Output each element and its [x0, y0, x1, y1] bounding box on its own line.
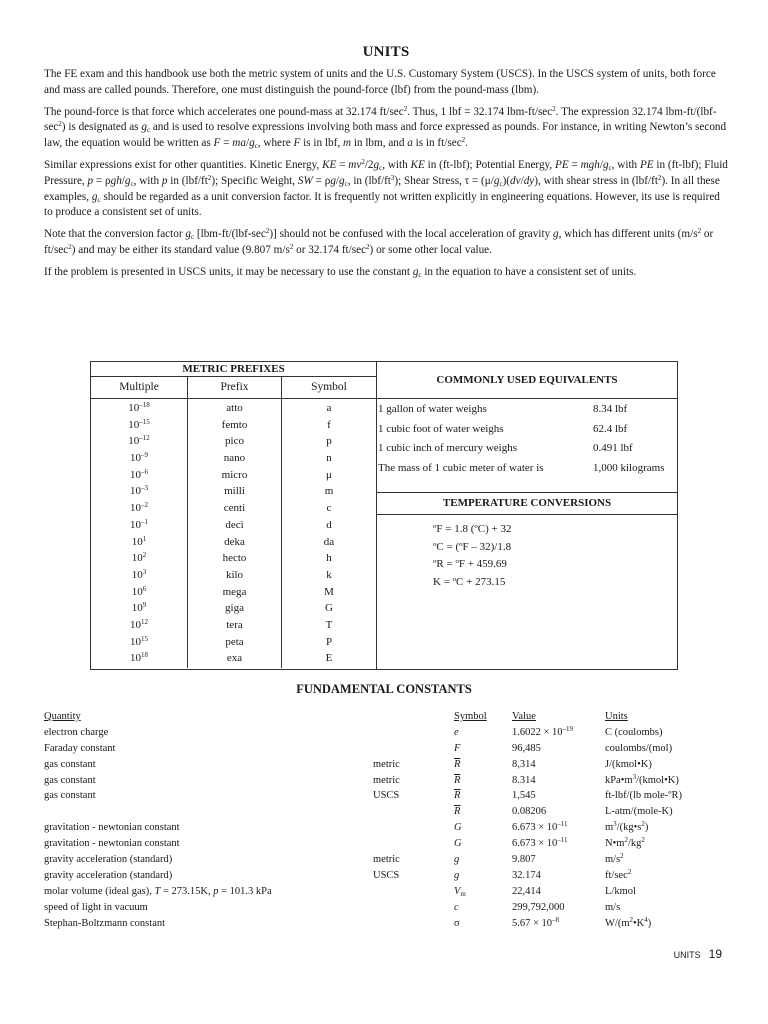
prefix-multiple: $10^{-9}$: [130, 451, 148, 465]
prefix-symbol: da: [323, 535, 335, 548]
metric-prefixes-header: [91, 377, 376, 399]
prefix-symbol: G: [325, 602, 333, 615]
table-row: gas constant metric $\overline{R}$ 8.314 $kPa•m^3/(kmol•K)$: [44, 772, 679, 786]
prefix-name: pico: [225, 435, 244, 448]
prefix-multiple: $10^{-18}$: [128, 401, 150, 414]
uscs-paragraph: If the problem is presented in USCS units, it may be necessary to use the constant $g_c$ in the equation to have a consistent set of units.: [44, 265, 637, 279]
prefix-multiple: $10^2$: [131, 551, 147, 565]
constants-table: [44, 709, 744, 931]
header-value: Value: [512, 711, 536, 722]
prefix-symbol: E: [325, 652, 333, 665]
prefix-multiple: $10^{-12}$: [128, 434, 150, 448]
equivalents-and-temperature: [377, 362, 677, 669]
prefix-name: peta: [225, 635, 244, 648]
prefix-equivalents-table: [90, 361, 678, 670]
equivalent-label: The mass of 1 cubic meter of water is: [378, 461, 544, 474]
prefix-multiple: $10^{-6}$: [130, 467, 148, 481]
prefix-symbol: h: [326, 552, 332, 565]
prefix-name: atto: [226, 402, 243, 414]
prefix-multiple: $10^{18}$: [130, 651, 148, 665]
prefix-multiple: $10^{-3}$: [130, 484, 148, 498]
temperature-list: [377, 515, 677, 591]
temperature-formula: K = ºC + 273.15: [433, 575, 506, 588]
prefix-symbol: n: [326, 452, 332, 465]
prefix-multiple: $10^9$: [131, 601, 147, 615]
equivalent-value: 1,000 kilograms: [593, 461, 665, 474]
prefix-name: mega: [222, 585, 247, 598]
prefix-symbol: T: [325, 618, 333, 631]
prefix-name: giga: [225, 602, 244, 615]
metric-prefixes-body: [91, 399, 376, 668]
prefix-name: deci: [225, 518, 244, 531]
prefix-column: [188, 399, 282, 668]
prefix-symbol: P: [325, 635, 333, 648]
footer-section: UNITS: [673, 950, 701, 960]
page-number: 19: [708, 947, 722, 961]
equivalent-row: [377, 420, 677, 440]
table-row: gravitation - newtonian constant G $6.673 \times 10^{-11}$ $N•m^2/kg^2$: [44, 836, 645, 850]
equivalent-label: 1 cubic inch of mercury weighs: [378, 442, 517, 454]
prefix-multiple: $10^{-2}$: [130, 501, 148, 515]
page-title: UNITS: [362, 44, 410, 60]
prefix-name: centi: [223, 502, 246, 515]
table-row: gravitation - newtonian constant G $6.673 \times 10^{-11}$ $m^3/(kg•s^2)$: [44, 820, 649, 834]
pound-force-paragraph: The pound-force is that force which accelerates one pound-mass at 32.174 $ft/\sec^2$. Thus, 1 lbf = 32.174 lbm-$ft/\sec^2$. The expression 32.174 lbm-$ft/(lbf-\sec^2)$ is designated as $g_c$ and is used to resolve expressions involving both mass and force expressed as pounds. For instance, in writing Newton’s second law, the equation would be written as $F = ma/g_c$, where F is in lbf, m in lbm, and a is in $ft/\sec^2$.: [44, 104, 727, 151]
prefix-name: kilo: [225, 568, 244, 581]
prefix-multiple: $10^1$: [131, 534, 147, 548]
prefix-symbol: c: [326, 502, 332, 515]
table-row: molar volume (ideal gas), T = 273.15K, p = 101.3 kPa $V_m$ 22,414 L/kmol: [44, 885, 636, 898]
prefix-multiple: $10^6$: [131, 584, 147, 598]
table-row: gravity acceleration (standard) metric g 9.807 $m/s^2$: [44, 852, 624, 866]
equivalent-value: 0.491 lbf: [593, 442, 633, 454]
table-row: electron charge e $1.6022 \times 10^{-19}$ C (coulombs): [44, 724, 663, 738]
equivalent-value: 8.34 lbf: [593, 403, 628, 415]
equivalent-row: [377, 439, 677, 459]
prefix-name: hecto: [222, 552, 247, 565]
temperature-formula: ºR = ºF + 459.69: [433, 558, 507, 570]
intro-paragraph: The FE exam and this handbook use both the metric system of units and the U.S. Customary System (USCS). In the USCS system of units, both force and mass are called pounds. Therefore, one must distinguish the pound-force (lbf) from the pound-mass (lbm).: [44, 68, 716, 96]
header-symbol: Symbol: [311, 381, 347, 393]
prefix-symbol: m: [324, 485, 334, 498]
prefix-name: exa: [226, 652, 243, 665]
prefix-multiple: $10^{-15}$: [128, 417, 150, 431]
table-row: gas constant USCS $\overline{R}$ 1,545 ft-lbf/(lb mole-ºR): [44, 790, 683, 802]
prefix-symbol: μ: [326, 468, 332, 481]
header-quantity: Quantity: [44, 711, 81, 722]
prefix-name: nano: [223, 452, 246, 465]
prefix-multiple: $10^{15}$: [130, 634, 148, 648]
table-row: Stephan-Boltzmann constant σ $5.67 \times 10^{-8}$ $W/(m^2•K^4)$: [44, 915, 652, 929]
temperature-formula: ºF = 1.8 (ºC) + 32: [433, 523, 512, 535]
prefix-name: micro: [221, 468, 248, 481]
prefix-symbol: k: [326, 568, 332, 581]
prefix-multiple: $10^{12}$: [130, 617, 148, 631]
equivalent-label: 1 gallon of water weighs: [378, 403, 487, 415]
similar-expressions-paragraph: Similar expressions exist for other quantities. Kinetic Energy, KE = $mv^2/2g_c$, with KE in (ft-lbf); Potential Energy, PE = mgh/$g_c$, with PE in (ft-lbf); Fluid Pressure, p = ρgh/$g_c$, with p in $(lbf/ft^2)$; Specific Weight, SW = $\rho g/g_c$, in $(lbf/ft^3)$; Shear Stress, $\tau = (\mu/g_c)(dv/dy)$, with shear stress in $(lbf/ft^2)$. In all these examples, $g_c$ should be regarded as a unit conversion factor. It is frequently not written explicitly in engineering equations. However, its use is required to produce a consistent set of units.: [44, 157, 728, 219]
constants-header: [44, 709, 744, 725]
temperature-title: TEMPERATURE CONVERSIONS: [377, 493, 677, 515]
table-row: $\overline{R}$ 0.08206 L-atm/(mole-K): [454, 806, 673, 818]
equivalent-value: 62.4 lbf: [593, 422, 628, 435]
table-row: gravity acceleration (standard) USCS g 32.174 $ft/\sec^2$: [44, 867, 632, 881]
header-units: Units: [605, 711, 628, 722]
multiple-column: [91, 399, 188, 668]
table-row: speed of light in vacuum c 299,792,000 m/s: [44, 901, 621, 913]
equivalent-label: 1 cubic foot of water weighs: [378, 422, 504, 435]
prefix-symbol: f: [327, 418, 331, 431]
constants-title: FUNDAMENTAL CONSTANTS: [296, 682, 472, 696]
prefix-symbol: p: [326, 435, 332, 448]
header-symbol-col: Symbol: [454, 711, 487, 722]
equivalent-row: [377, 400, 677, 420]
prefix-name: femto: [221, 418, 248, 431]
equivalents-title: COMMONLY USED EQUIVALENTS: [377, 362, 677, 399]
prefix-name: tera: [226, 618, 243, 631]
header-multiple: Multiple: [91, 377, 188, 398]
equivalents-list: [377, 399, 677, 493]
prefix-symbol: d: [326, 518, 332, 531]
prefix-multiple: $10^3$: [131, 567, 147, 581]
equivalent-row: [377, 459, 677, 479]
prefix-symbol: a: [326, 402, 332, 414]
prefix-name: deka: [224, 535, 245, 548]
page-body: [44, 0, 728, 287]
table-row: gas constant metric $\overline{R}$ 8,314 J/(kmol•K): [44, 758, 652, 770]
table-row: Faraday constant F 96,485 coulombs/(mol): [44, 742, 673, 754]
page-footer: [674, 947, 722, 961]
prefix-multiple: $10^{-1}$: [130, 517, 148, 531]
header-prefix: Prefix: [188, 377, 282, 398]
conversion-factor-paragraph: Note that the conversion factor $g_c$ $[lbm-ft/(lbf-\sec^2)]$ should not be confused with the local acceleration of gravity g, which has different units ($m/s^2$ or $ft/\sec^2$) and may be either its standard value (9.807 $m/s^2$ or 32.174 $ft/\sec^2$) or some other local value.: [44, 227, 714, 256]
prefix-name: milli: [224, 485, 245, 498]
symbol-column: [282, 399, 376, 668]
metric-prefixes-title: METRIC PREFIXES: [91, 362, 376, 377]
temperature-formula: ºC = (ºF – 32)/1.8: [433, 540, 512, 553]
prefix-symbol: M: [324, 585, 334, 598]
metric-prefixes-table: [91, 362, 377, 669]
